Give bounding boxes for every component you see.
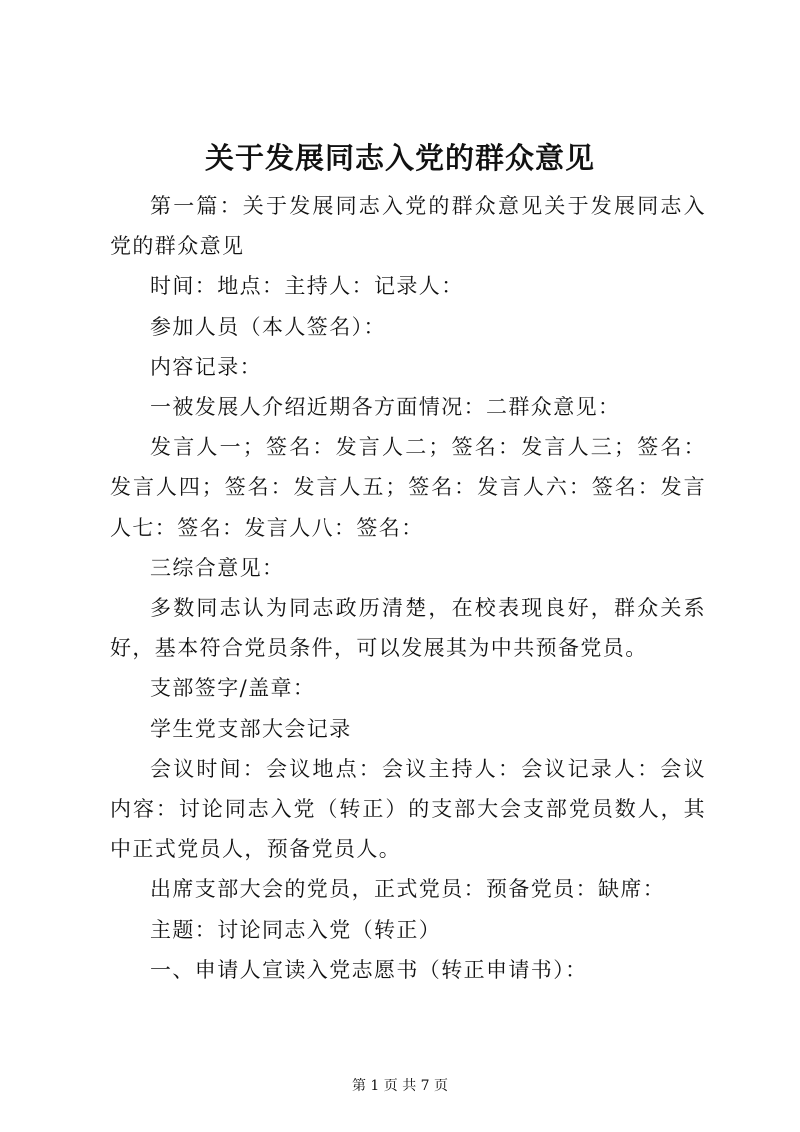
paragraph: 学生党支部大会记录 — [150, 716, 352, 741]
paragraph: 参加人员（本人签名）： — [150, 314, 386, 339]
paragraph: 支部签字/盖章： — [150, 676, 316, 701]
document-body — [110, 186, 706, 990]
paragraph: 发言人一；签名：发言人二；签名：发言人三；签名：发言人四；签名：发言人五；签名：发言人六：签名：发言人七：签名：发言人八：签名： — [110, 435, 706, 540]
paragraph: 出席支部大会的党员，正式党员：预备党员：缺席： — [150, 877, 666, 902]
paragraph: 一被发展人介绍近期各方面情况：二群众意见： — [150, 395, 621, 420]
page-footer: 第 1 页 共 7 页 — [351, 1078, 449, 1094]
paragraph: 内容记录： — [150, 354, 262, 379]
paragraph: 一、申请人宣读入党志愿书（转正申请书）： — [150, 957, 588, 982]
document-title: 关于发展同志入党的群众意见 — [204, 141, 595, 175]
paragraph: 多数同志认为同志政历清楚，在校表现良好，群众关系好，基本符合党员条件，可以发展其为中共预备党员。 — [110, 596, 706, 661]
paragraph: 三综合意见： — [150, 555, 285, 580]
paragraph: 第一篇：关于发展同志入党的群众意见关于发展同志入党的群众意见 — [110, 194, 706, 259]
paragraph: 时间：地点：主持人：记录人： — [150, 274, 464, 299]
paragraph: 主题：讨论同志入党（转正） — [150, 917, 442, 942]
paragraph: 会议时间：会议地点：会议主持人：会议记录人：会议内容：讨论同志入党（转正）的支部大会支部党员数人，其中正式党员人，预备党员人。 — [110, 756, 706, 862]
